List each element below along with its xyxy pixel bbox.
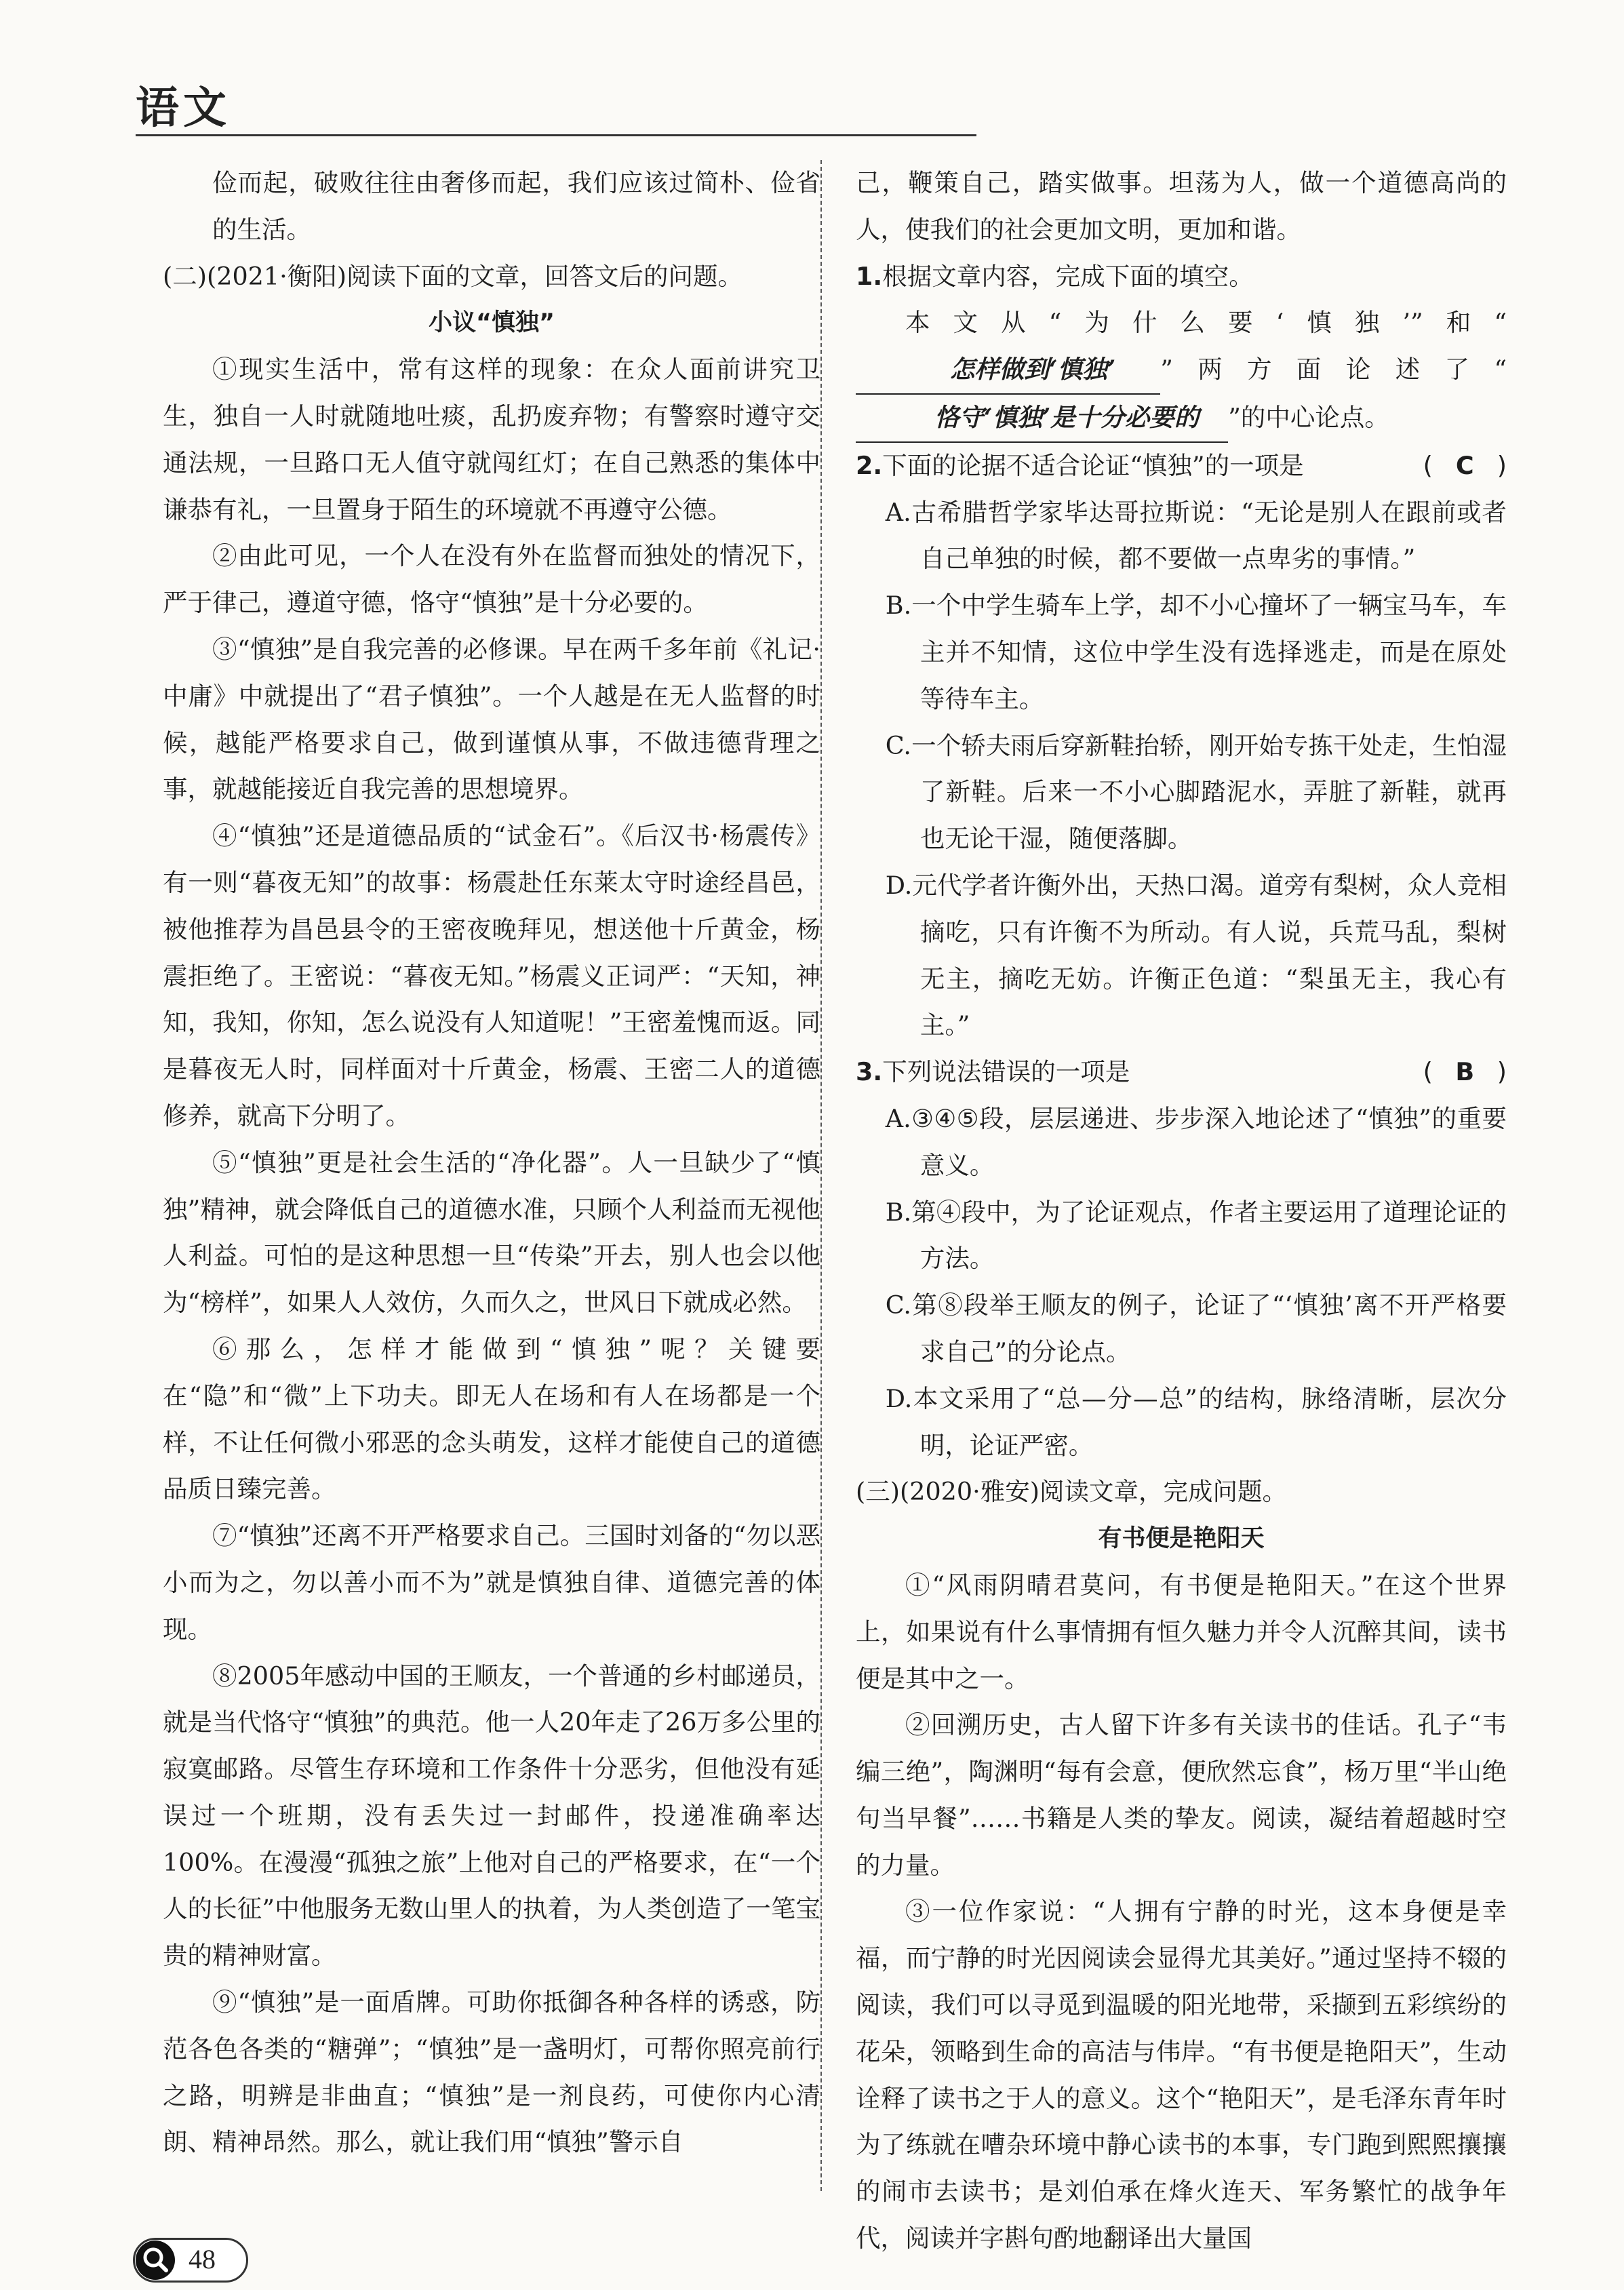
answer-choice: C (1455, 450, 1474, 480)
option: B.第④段中，为了论证观点，作者主要运用了道理论证的方法。 (885, 1197, 1507, 1274)
answer-choice: B (1455, 1057, 1475, 1087)
continued-text: 己，鞭策自己，踏实做事。坦荡为人，做一个道德高尚的人，使我们的社会更加文明，更加和谐。 (856, 168, 1507, 244)
paragraph: ⑥那么，怎样才能做到“慎独”呢？关键要在“隐”和“微”上下功夫。即无人在场和有人在场都是一个样，不让任何微小邪恶的念头萌发，这样才能使自己的道德品质日臻完善。 (163, 1334, 820, 1504)
fill-text: 本文从“为什么要‘慎独’”和“ (905, 308, 1507, 338)
option: D.元代学者许衡外出，天热口渴。道旁有梨树，众人竞相摘吃，只有许衡不为所动。有人说，兵荒马乱，梨树无主，摘吃无妨。许衡正色道：“梨虽无主，我心有主。” (885, 870, 1507, 1040)
option: C.第⑧段举王顺友的例子，论证了“‘慎独’离不开严格要求自己”的分论点。 (885, 1290, 1507, 1366)
paren: ( (1423, 450, 1433, 480)
paragraph: ③一位作家说：“人拥有宁静的时光，这本身便是幸福，而宁静的时光因阅读会显得尤其美好。”通过坚持不辍的阅读，我们可以寻觅到温暖的阳光地带，采撷到五彩缤纷的花朵，领略到生命的高洁与伟岸。“有书便是艳阳天”，生动诠释了读书之于人的意义。这个“艳阳天”，是毛泽东青年时为了练就在嘈杂环境中静心读书的本事，专门跑到熙熙攘攘的闹市去读书；是刘伯承在烽火连天、军务繁忙的战争年代，阅读并字斟句酌地翻译出大量国 (856, 1897, 1507, 2253)
page-number: 48 (189, 2244, 216, 2274)
answer-blank: 怎样做到‘慎独’ (856, 347, 1160, 395)
magnifier-icon (136, 2240, 175, 2280)
paragraph: ①现实生活中，常有这样的现象：在众人面前讲究卫生，独自一人时就随地吐痰，乱扔废弃物；有警察时遵守交通法规，一旦路口无人值守就闯红灯；在自己熟悉的集体中谦恭有礼，一旦置身于陌生的环境就不再遵守公德。 (163, 355, 820, 524)
paren: ( (1423, 1057, 1433, 1087)
paragraph: ⑨“慎独”是一面盾牌。可助你抵御各种各样的诱惑，防范各色各类的“糖弹”；“慎独”是一盏明灯，可帮你照亮前行之路，明辨是非曲直；“慎独”是一剂良药，可使你内心清朗、精神昂然。那么，就让我们用“慎独”警示自 (163, 1988, 820, 2157)
fill-in-blank (856, 300, 1507, 442)
fill-text: ”两方面论述了“ (1160, 355, 1507, 384)
option: A.古希腊哲学家毕达哥拉斯说：“无论是别人在跟前或者自己单独的时候，都不要做一点卑劣的事情。” (885, 497, 1507, 574)
option: B.一个中学生骑车上学，却不小心撞坏了一辆宝马车，车主并不知情，这位中学生没有选择逃走，而是在原处等待车主。 (885, 591, 1507, 713)
question-number: 2. (856, 450, 883, 480)
paragraph: ⑦“慎独”还离不开严格要求自己。三国时刘备的“勿以恶小而为之，勿以善小而不为”就是慎独自律、道德完善的体现。 (163, 1521, 820, 1644)
header-rule (136, 134, 976, 136)
option: A.③④⑤段，层层递进、步步深入地论述了“慎独”的重要意义。 (885, 1103, 1507, 1180)
question-stem: 下列说法错误的一项是 (882, 1057, 1130, 1087)
continued-text: 俭而起，破败往往由奢侈而起，我们应该过简朴、俭省的生活。 (212, 168, 820, 244)
paragraph: ②由此可见，一个人在没有外在监督而独处的情况下，严于律己，遵道守德，恪守“慎独”是十分必要的。 (163, 541, 820, 618)
option: D.本文采用了“总—分—总”的结构，脉络清晰，层次分明，论证严密。 (885, 1383, 1507, 1460)
subject-title: 语文 (136, 83, 231, 134)
section-heading: (二)(2021·衡阳)阅读下面的文章，回答文后的问题。 (163, 261, 742, 291)
option: C.一个轿夫雨后穿新鞋抬轿，刚开始专拣干处走，生怕湿了新鞋。后来一不小心脚踏泥水，弄脏了新鞋，就再也无论干湿，随便落脚。 (885, 730, 1507, 854)
paren: ) (1497, 450, 1507, 480)
paragraph: ②回溯历史，古人留下许多有关读书的佳话。孔子“韦编三绝”，陶渊明“每有会意，便欣然忘食”，杨万里“半山绝句当早餐”……书籍是人类的挚友。阅读，凝结着超越时空的力量。 (856, 1710, 1507, 1880)
page-footer (133, 2238, 248, 2285)
question-2 (856, 443, 1507, 490)
paragraph: ⑤“慎独”更是社会生活的“净化器”。人一旦缺少了“慎独”精神，就会降低自己的道德水准，只顾个人利益而无视他人利益。可怕的是这种思想一旦“传染”开去，别人也会以他为“榜样”，如果人人效仿，久而久之，世风日下就成必然。 (163, 1147, 820, 1318)
question-stem: 下面的论据不适合论证“慎独”的一项是 (882, 450, 1304, 480)
fill-text: ”的中心论点。 (1228, 402, 1389, 432)
paragraph: ③“慎独”是自我完善的必修课。早在两千多年前《礼记·中庸》中就提出了“君子慎独”。一个人越是在无人监督的时候，越能严格要求自己，做到谨慎从事，不做违德背理之事，就越能接近自我完善的思想境界。 (163, 634, 820, 804)
left-column (163, 160, 820, 2166)
article-title: 有书便是艳阳天 (1098, 1525, 1265, 1553)
paragraph: ⑧2005年感动中国的王顺友，一个普通的乡村邮递员，就是当代恪守“慎独”的典范。他一人20年走了26万多公里的寂寞邮路。尽管生存环境和工作条件十分恶劣，但他没有延误过一个班期，没有丢失过一封邮件，投递准确率达100%。在漫漫“孤独之旅”上他对自己的严格要求，在“一个人的长征”中他服务无数山里人的执着，为人类创造了一笔宝贵的精神财富。 (163, 1661, 820, 1971)
question-number: 1. (856, 261, 883, 291)
paragraph: ④“慎独”还是道德品质的“试金石”。《后汉书·杨震传》有一则“暮夜无知”的故事：杨震赴任东莱太守时途经昌邑，被他推荐为昌邑县令的王密夜晚拜见，想送他十斤黄金，杨震拒绝了。王密说：“暮夜无知。”杨震义正词严：“天知，神知，我知，你知，怎么说没有人知道呢！”王密羞愧而返。同是暮夜无人时，同样面对十斤黄金，杨震、王密二人的道德修养，就高下分明了。 (163, 821, 820, 1130)
answer-bracket (1423, 443, 1507, 490)
question-1 (856, 254, 1507, 300)
column-divider (820, 160, 822, 2191)
question-number: 3. (856, 1057, 883, 1087)
answer-blank: 恪守‘慎独’是十分必要的 (856, 395, 1228, 443)
section-heading: (三)(2020·雅安)阅读文章，完成问题。 (856, 1477, 1287, 1507)
answer-bracket (1423, 1049, 1507, 1096)
article-title: 小议“慎独” (428, 309, 555, 337)
paren: ) (1497, 1057, 1507, 1087)
question-stem: 根据文章内容，完成下面的填空。 (882, 261, 1254, 291)
question-3 (856, 1049, 1507, 1096)
right-column (856, 160, 1507, 2262)
paragraph: ①“风雨阴晴君莫问，有书便是艳阳天。”在这个世界上，如果说有什么事情拥有恒久魅力并令人沉醉其间，读书便是其中之一。 (856, 1570, 1507, 1693)
